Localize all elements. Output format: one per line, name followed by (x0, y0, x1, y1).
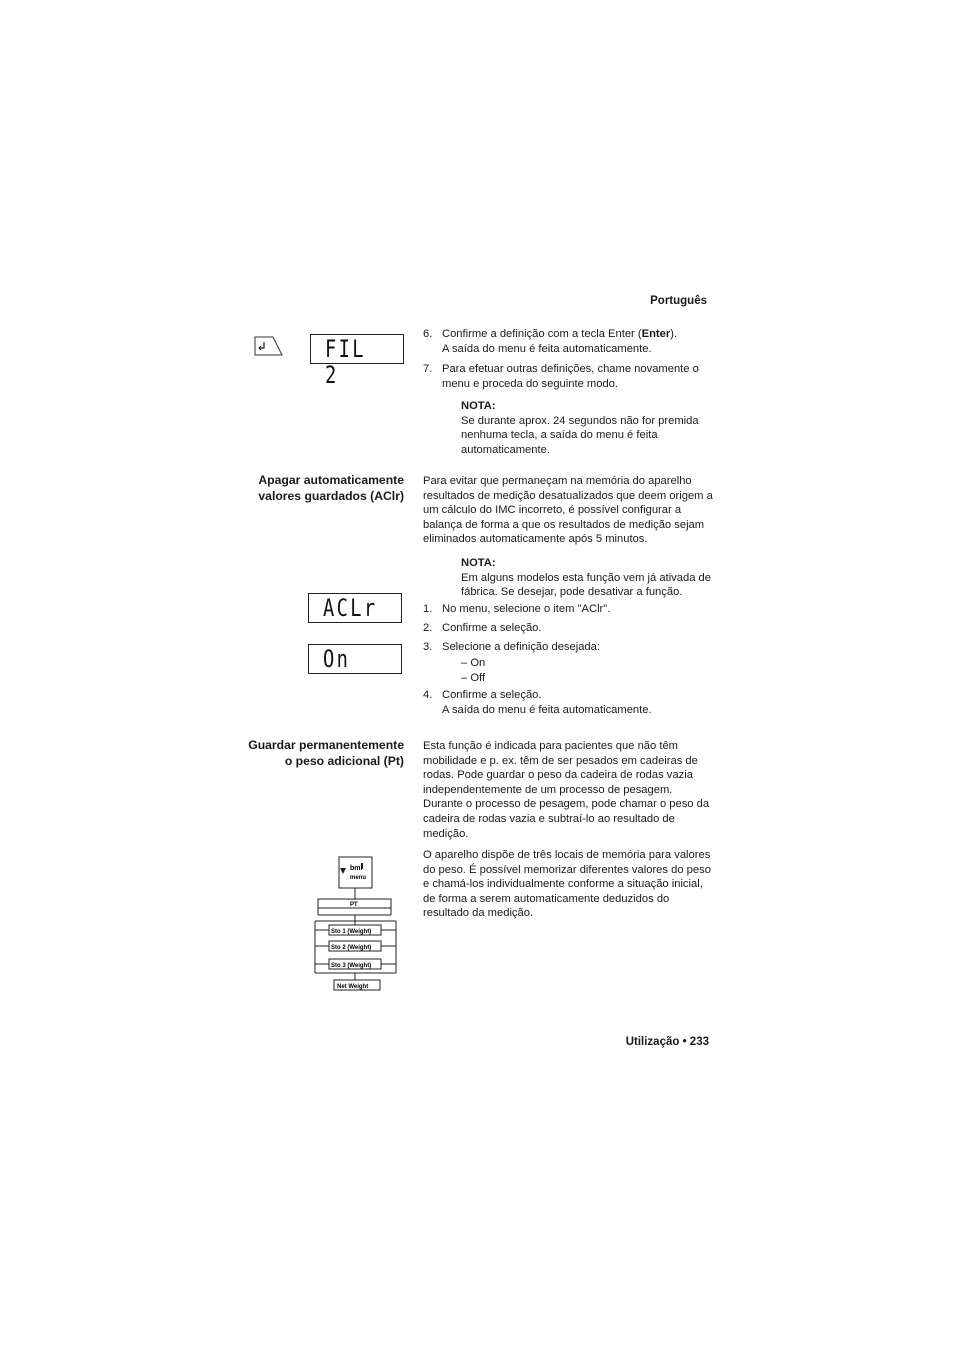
step-number: 2. (423, 622, 433, 634)
bmi-menu-button-icon (339, 857, 372, 888)
step-number: 1. (423, 603, 433, 615)
diagram-button-bottom-label: menu (350, 875, 367, 881)
step-text: Para efetuar outras definições, chame novamente o menu e proceda do seguinte modo. (442, 363, 699, 390)
diagram-pt-label: PT (350, 902, 358, 908)
step-text: Confirme a seleção. (442, 622, 542, 634)
step-7 (423, 362, 713, 391)
lcd-display-fil (310, 334, 404, 389)
step-text-line2: A saída do menu é feita automaticamente. (442, 703, 652, 716)
step-number: 7. (423, 363, 433, 375)
step-text: Confirme a seleção. (442, 689, 542, 701)
pt-paragraph-2: O aparelho dispõe de três locais de memória para valores do peso. É possível memorizar diferentes valores do peso e chamá-los individualmente conforme a situação inicial, de forma a serem automaticamente deduzidos do resultado da medição. (423, 849, 711, 920)
section-title-pt: Guardar permanentemente o peso adicional (Pt) (248, 738, 404, 769)
step-text: Selecione a definição desejada: (442, 641, 600, 653)
step-6 (423, 327, 713, 356)
enter-key-icon (254, 336, 284, 356)
aclr-step-2 (423, 621, 713, 636)
note-menu-timeout (461, 399, 713, 457)
option-off: – Off (461, 672, 486, 684)
note-heading: NOTA: (461, 400, 496, 412)
aclr-intro-paragraph: Para evitar que permaneçam na memória do aparelho resultados de medição desatualizados que deem origem a um cálculo do IMC incorreto, é possível configurar a balança de forma a que os resultados de medição sejam eliminados automaticamente após 5 minutos. (423, 475, 713, 546)
note-text: Se durante aprox. 24 segundos não for premida nenhuma tecla, a saída do menu é feita automaticamente. (461, 414, 699, 456)
aclr-step-3 (423, 640, 713, 655)
diagram-button-top-label: bmi (350, 865, 363, 872)
diagram-sto2-label: Sto 2 (Weight) (331, 945, 372, 951)
step-text-end: ). (670, 328, 678, 340)
step-number: 4. (423, 689, 433, 701)
aclr-step-4 (423, 688, 713, 717)
option-on: – On (461, 657, 486, 669)
note-heading: NOTA: (461, 557, 496, 569)
diagram-sto1-label: Sto 1 (Weight) (331, 929, 372, 935)
page-language-header: Português (650, 295, 707, 307)
step-number: 6. (423, 328, 433, 340)
enter-bold: Enter (641, 328, 671, 340)
lcd-display-aclr (308, 593, 402, 623)
step-text: Confirme a definição com a tecla Enter ( (442, 328, 642, 340)
note-text: Em alguns modelos esta função vem já ativada de fábrica. Se desejar, pode desativar a função. (461, 571, 711, 599)
lcd-display-aclr-text: ACLr (323, 594, 378, 622)
step-text: No menu, selecione o item "AClr". (442, 603, 611, 615)
aclr-step-1 (423, 602, 713, 617)
step-number: 3. (423, 641, 433, 653)
pt-menu-diagram (310, 855, 410, 995)
step-text-line2: A saída do menu é feita automaticamente. (442, 342, 652, 355)
diagram-net-weight-label: Net Weight (337, 984, 369, 990)
lcd-display-on (308, 644, 402, 674)
pt-paragraph-1: Esta função é indicada para pacientes que não têm mobilidade e p. ex. têm de ser pesados em cadeiras de rodas. Pode guardar o peso da cadeira de rodas vazia independentemente de um processo de pesagem. Durante o processo de pesagem, pode chamar o peso da cadeira de rodas vazia e subtraí-lo ao resultado de medição. (423, 740, 710, 840)
note-aclr-factory (461, 556, 713, 600)
lcd-display-on-text: On (323, 645, 351, 673)
page-footer: Utilização • 233 (625, 1036, 709, 1048)
lcd-display-fil-text: FIL 2 (325, 335, 366, 389)
diagram-sto3-label: Sto 3 (Weight) (331, 963, 372, 969)
section-title-aclr: Apagar automaticamente valores guardados (AClr) (258, 473, 404, 504)
